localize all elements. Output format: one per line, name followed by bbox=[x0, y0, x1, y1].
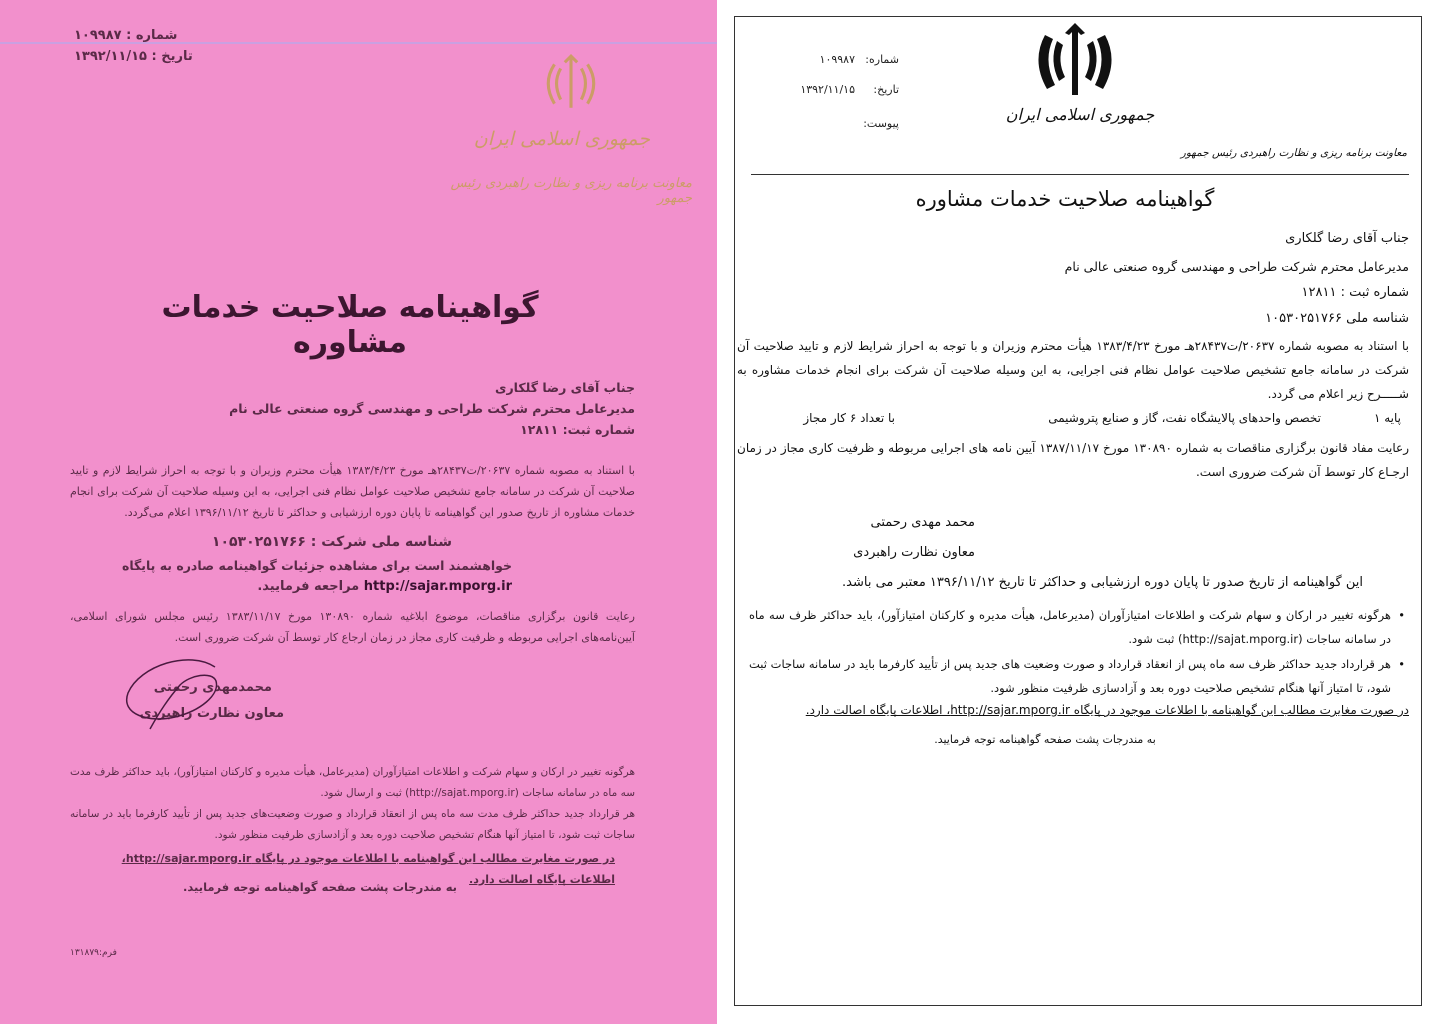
approval-paragraph: با استناد به مصوبه شماره ۲۰۶۳۷/ت۲۸۴۳۷هـ مورخ ۱۳۸۳/۴/۲۳ هیأت محترم وزیران و با توجه به احراز شرایط لازم و تایید صلاحیت آن شرکت در سامانه جامع تشخیص صلاحیت عوامل نظام فنی اجرایی، به این وسیله صلاحیت آن شرکت برای انجام خدمات مشاوره از تاریخ صدور این گواهینامه تا پایان دوره ارزشیابی و حداکثر تا تاریخ ۱۳۹۶/۱۱/۱۲ اعلام می‌گردد. bbox=[70, 464, 635, 519]
number-label: شماره: bbox=[865, 53, 899, 66]
header-divider bbox=[751, 174, 1409, 175]
certificate-title: گواهینامه صلاحیت خدمات مشاوره bbox=[161, 290, 539, 360]
doc-date: تاریخ : ۱۳۹۲/۱۱/۱۵ bbox=[74, 49, 193, 64]
form-code: فرم:۱۳۱۸۷۹ bbox=[70, 948, 117, 958]
bullet-changes: • هرگونه تغییر در ارکان و سهام شرکت و اطلاعات امتیازآوران (مدیرعامل، هیأت مدیره و کارکنان امتیازآور)، باید حداکثر ظرف سه ماه در سامانه ساجات (http://sajat.mporg.ir) ثبت شود. bbox=[749, 603, 1409, 651]
mismatch-note: در صورت مغایرت مطالب این گواهینامه با اطلاعات موجود در پایگاه http://sajar.mporg.ir، اطلاعات پایگاه اصالت دارد. bbox=[121, 852, 615, 886]
recipient-position: مدیرعامل محترم شرکت طراحی و مهندسی گروه صنعتی عالی نام bbox=[229, 401, 635, 416]
registration-number: شماره ثبت: ۱۲۸۱۱ bbox=[520, 422, 635, 437]
view-request-line: خواهشمند است برای مشاهده جزئیات گواهینامه صادره به پایگاه bbox=[121, 558, 512, 573]
back-page-note: به مندرجات پشت صفحه گواهینامه توجه فرمایید. bbox=[934, 733, 1156, 746]
note-contracts: هر قرارداد جدید حداکثر ظرف مدت سه ماه پس از انعقاد قرارداد و صورت وضعیت‌های جدید پس از تأیید کارفرما باید در سامانه ساجات ثبت شود، تا امتیاز آنها هنگام تشخیص صلاحیت دوره بعد و آزادسازی ظرفیت منظور شود. bbox=[70, 808, 635, 841]
national-id: شناسه ملی شرکت : ۱۰۵۳۰۲۵۱۷۶۶ bbox=[211, 534, 452, 550]
note-changes: هرگونه تغییر در ارکان و سهام شرکت و اطلاعات امتیازآوران (مدیرعامل، هیأت مدیره و کارکنان امتیازآور)، باید حداکثر ظرف مدت سه ماه در سامانه ساجات (http://sajat.mporg.ir) ثبت و ارسال شود. bbox=[70, 766, 635, 799]
registration-number: شماره ثبت : ۱۲۸۱۱ bbox=[1301, 285, 1409, 300]
number-value: ۱۰۹۹۸۷ bbox=[819, 53, 855, 66]
typed-certificate bbox=[734, 16, 1422, 1006]
approval-paragraph: با استناد به مصوبه شماره ۲۰۶۳۷/ت۲۸۴۳۷هـ مورخ ۱۳۸۳/۴/۲۳ هیأت محترم وزیران و با توجه به احراز شرایط لازم و تایید صلاحیت آن شرکت در سامانه جامع تشخیص صلاحیت عوامل نظام فنی اجرایی، به این وسیله صلاحیت آن شرکت برای انجام خدمات مشاوره به شـــــرح زیر اعلام می گردد. bbox=[737, 339, 1410, 401]
sajar-url[interactable]: http://sajar.mporg.ir bbox=[363, 579, 512, 594]
back-page-note: به مندرجات پشت صفحه گواهینامه توجه فرمایید. bbox=[183, 880, 457, 894]
gold-deputy-name: معاونت برنامه ریزی و نظارت راهبردی رئیس جمهور bbox=[450, 176, 692, 206]
validity-statement: این گواهینامه از تاریخ صدور تا پایان دوره ارزشیابی و حداکثر تا تاریخ ۱۳۹۶/۱۱/۱۲ معتبر می باشد. bbox=[842, 575, 1363, 590]
signatory-name: محمد مهدی رحمتی bbox=[870, 515, 975, 530]
date-label: تاریخ: bbox=[873, 83, 899, 96]
signatory-title: معاون نظارت راهبردی bbox=[139, 706, 284, 721]
certificate-title: گواهینامه صلاحیت خدمات مشاوره bbox=[915, 187, 1215, 211]
bullet-contracts: • هر قرارداد جدید حداکثر ظرف سه ماه پس از انعقاد قرارداد و صورت وضعیت های جدید پس از تأیید کارفرما باید در سامانه ساجات ثبت شود، تا امتیاز آنها هنگام تشخیص صلاحیت دوره بعد و آزادسازی ظرفیت منظور شود. bbox=[749, 652, 1409, 700]
tender-law-paragraph: رعایت مفاد قانون برگزاری مناقصات به شماره ۱۳۰۸۹۰ مورخ ۱۳۸۷/۱۱/۱۷ آیین نامه های اجرایی مربوطه و ظرفیت کاری مجاز در زمان ارجـاع کار توسط آن شرکت ضروری است. bbox=[737, 441, 1409, 479]
recipient-name: جناب آقای رضا گلکاری bbox=[1285, 231, 1409, 246]
deputy-name: معاونت برنامه ریزی و نظارت راهبردی رئیس جمهور bbox=[1180, 147, 1407, 159]
iran-emblem-icon bbox=[540, 52, 602, 114]
gold-country-name: جمهوری اسلامی ایران bbox=[473, 128, 650, 150]
date-value: ۱۳۹۲/۱۱/۱۵ bbox=[800, 83, 855, 96]
national-id: شناسه ملی ۱۰۵۳۰۲۵۱۷۶۶ bbox=[1265, 311, 1409, 326]
doc-number: شماره : ۱۰۹۹۸۷ bbox=[74, 28, 178, 43]
signature-icon bbox=[120, 645, 225, 735]
visit-text: مراجعه فرمایید. bbox=[257, 579, 360, 594]
recipient-name: جناب آقای رضا گلکاری bbox=[495, 380, 635, 395]
mismatch-note: در صورت مغایرت مطالب این گواهینامه با اطلاعات موجود در پایگاه http://sajar.mporg.ir، اطلاعات پایگاه اصالت دارد. bbox=[805, 703, 1409, 717]
signatory-title: معاون نظارت راهبردی bbox=[853, 545, 975, 560]
signatory-name: محمدمهدی رحمتی bbox=[153, 680, 272, 695]
view-request-line2 bbox=[52, 576, 512, 597]
attachment-label: پیوست: bbox=[863, 117, 899, 130]
emblem-caption: جمهوری اسلامی ایران bbox=[1005, 105, 1155, 124]
tender-law-paragraph: رعایت قانون برگزاری مناقصات، موضوع ابلاغیه شماره ۱۳۰۸۹۰ مورخ ۱۳۸۳/۱۱/۱۷ رئیس مجلس شورای اسلامی، آیین‌نامه‌های اجرایی مربوطه و ظرفیت کاری مجاز در زمان ارجاع کار توسط آن شرکت ضروری است. bbox=[70, 610, 635, 644]
specialty: تخصص واحدهای پالایشگاه نفت، گاز و صنایع پتروشیمی bbox=[1048, 411, 1321, 425]
iran-emblem-icon bbox=[1033, 19, 1117, 103]
recipient-position: مدیرعامل محترم شرکت طراحی و مهندسی گروه صنعتی عالی نام bbox=[1064, 259, 1409, 274]
allowed-count: با تعداد ۶ کار مجاز bbox=[803, 411, 895, 425]
pink-certificate-scan bbox=[0, 0, 717, 1024]
grade-label: پایه ۱ bbox=[1373, 411, 1401, 425]
